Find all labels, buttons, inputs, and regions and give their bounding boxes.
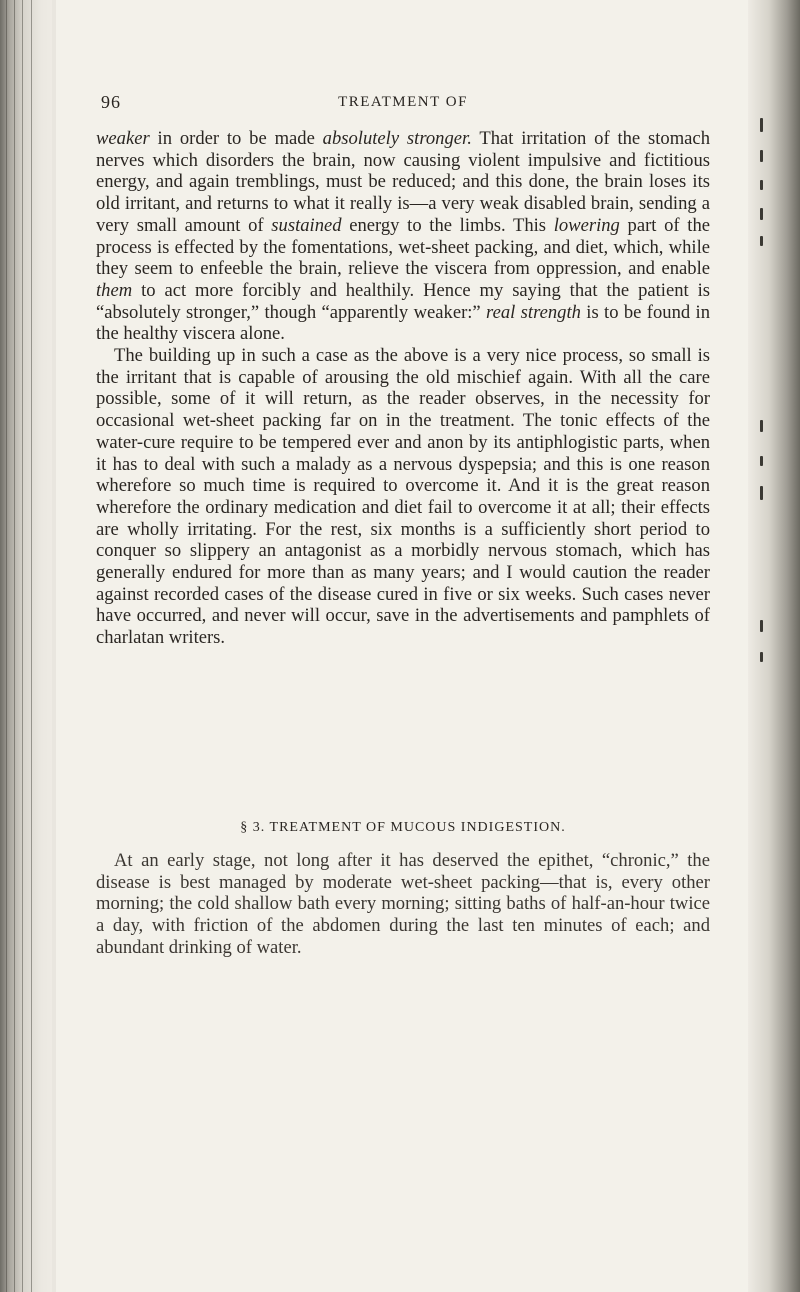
page-header <box>56 92 750 116</box>
italic-text: absolutely stronger. <box>322 128 472 149</box>
italic-text: lowering <box>553 214 620 236</box>
book-edge-right <box>748 0 800 1292</box>
running-title: TREATMENT OF <box>338 94 468 110</box>
italic-text: them <box>96 279 133 301</box>
italic-text: real strength <box>486 301 581 323</box>
italic-text: sustained <box>271 214 342 236</box>
page-number: 96 <box>101 92 121 112</box>
text-run: energy to the limbs. This <box>341 214 554 236</box>
text-run: in order to be made <box>149 128 323 149</box>
book-page <box>56 0 750 1292</box>
paragraph-1 <box>96 128 710 345</box>
body-text <box>96 128 710 649</box>
paragraph-2: The building up in such a case as the above is a very nice process, so small is the irritant that is capable of arousing the old mischief again. With all the care possible, some of it will return, as the reader observes, in the necessity for occasional wet-sheet packing far on in the treatment. The tonic effects of the water-cure require to be tempered ever and anon by its antiphlogistic parts, when it has to deal with such a malady as a nervous dyspepsia; and this is one reason wherefore so much time is required to overcome it. And it is the great reason wherefore the ordinary medication and diet fail to overcome it at all; their effects are wholly irritating. For the rest, six months is a sufficiently short period to conquer so slippery an antagonist as a morbidly nervous stomach, which has generally endured for more than as many years; and I would caution the reader against recorded cases of the disease cured in five or six weeks. Such cases never have occurred, and never will occur, save in the advertisements and pamphlets of charlatan writers. <box>96 345 710 649</box>
italic-text: weaker <box>96 128 150 149</box>
book-gutter-left <box>0 0 52 1292</box>
section-text <box>96 850 710 959</box>
text-run: That irritation of the stomach nerves which disorders the brain, now causing violent impulsive and fictitious energy, and again tremblings, must be reduced; and this done, the brain loses its old irritant, and returns to what it really is—a very weak disabled brain, sending a very small amount of <box>96 128 710 236</box>
text-run: to act more forcibly and healthily. Hence my saying that the patient is “absolutely stronger,” though “apparently weaker:” <box>96 279 710 323</box>
section-heading: § 3. TREATMENT OF MUCOUS INDIGESTION. <box>240 820 566 835</box>
paragraph-3: At an early stage, not long after it has deserved the epithet, “chronic,” the disease is best managed by moderate wet-sheet packing—that is, every other morning; the cold shallow bath every morning; sitting baths of half-an-hour twice a day, with friction of the abdomen during the last ten minutes of each; and abundant drinking of water. <box>96 850 710 958</box>
text-run: is to be found in the healthy viscera alone. <box>96 301 711 345</box>
text-run: part of the process is effected by the fomentations, wet-sheet packing, and diet, which, while they seem to enfeeble the brain, relieve the viscera from oppression, and enable <box>96 214 710 280</box>
